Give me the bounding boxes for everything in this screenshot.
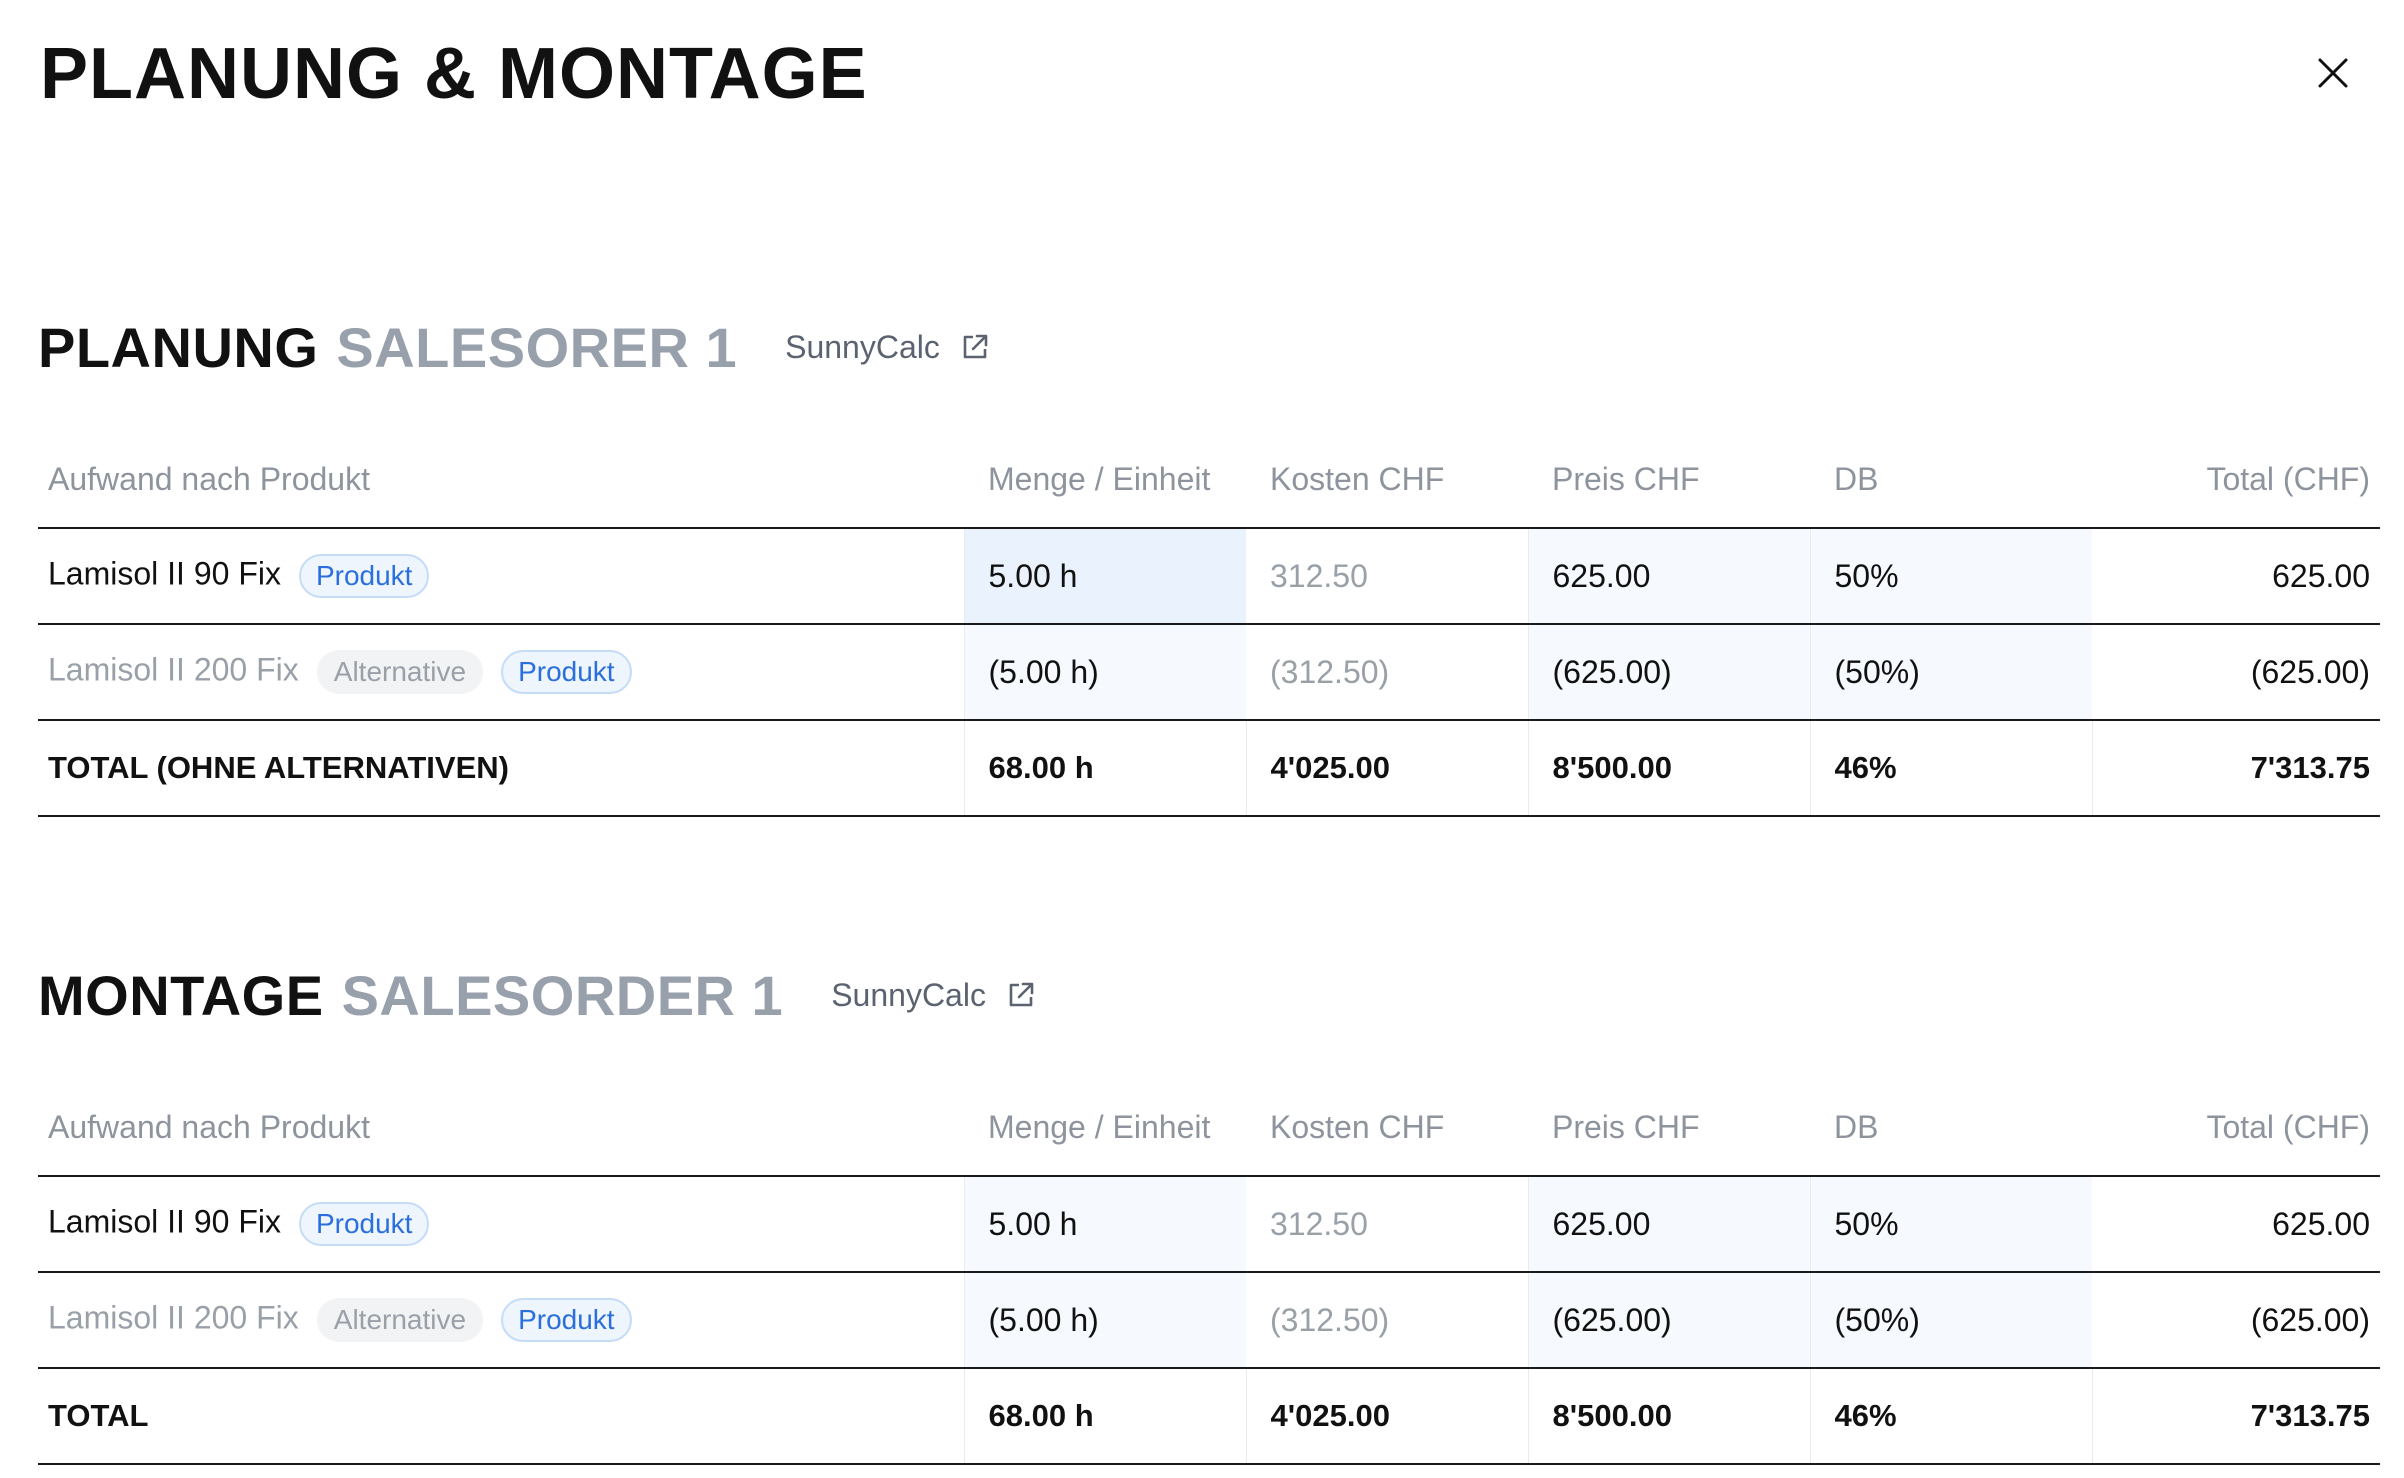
close-button[interactable] xyxy=(2308,48,2358,98)
product-name: Lamisol II 200 Fix xyxy=(48,1299,299,1336)
column-header-preis: Preis CHF xyxy=(1528,432,1810,528)
column-header-kosten: Kosten CHF xyxy=(1246,432,1528,528)
column-header-menge: Menge / Einheit xyxy=(964,432,1246,528)
total-cell: 625.00 xyxy=(2092,1176,2380,1272)
section-header xyxy=(38,955,2380,1035)
montage-section xyxy=(38,955,2380,1433)
total-label: TOTAL (OHNE ALTERNATIVEN) xyxy=(38,720,964,816)
total-preis: 8'500.00 xyxy=(1528,720,1810,816)
total-cell: 625.00 xyxy=(2092,528,2380,624)
planung-table xyxy=(38,432,2380,817)
total-total: 7'313.75 xyxy=(2092,720,2380,816)
alternative-tag: Alternative xyxy=(317,1298,483,1342)
sunnycalc-link-label: SunnyCalc xyxy=(785,328,940,365)
sunnycalc-link-label: SunnyCalc xyxy=(831,976,986,1013)
planung-section xyxy=(38,307,2380,785)
kosten-cell: (312.50) xyxy=(1246,624,1528,720)
alternative-tag: Alternative xyxy=(317,650,483,694)
total-row xyxy=(38,720,2380,816)
column-header-db: DB xyxy=(1810,1080,2092,1176)
column-header-preis: Preis CHF xyxy=(1528,1080,1810,1176)
db-cell[interactable]: (50%) xyxy=(1810,1272,2092,1368)
total-cell: (625.00) xyxy=(2092,1272,2380,1368)
menge-cell[interactable]: 5.00 h xyxy=(964,528,1246,624)
table-row[interactable] xyxy=(38,624,2380,720)
column-header-product: Aufwand nach Produkt xyxy=(38,432,964,528)
preis-cell[interactable]: (625.00) xyxy=(1528,1272,1810,1368)
menge-cell[interactable]: (5.00 h) xyxy=(964,624,1246,720)
produkt-tag[interactable]: Produkt xyxy=(501,1298,632,1342)
db-cell[interactable]: (50%) xyxy=(1810,624,2092,720)
preis-cell[interactable]: (625.00) xyxy=(1528,624,1810,720)
column-header-product: Aufwand nach Produkt xyxy=(38,1080,964,1176)
total-menge: 68.00 h xyxy=(964,1368,1246,1464)
section-subtitle: SALESORDER 1 xyxy=(341,963,784,1027)
table-row[interactable] xyxy=(38,528,2380,624)
product-cell xyxy=(38,1272,964,1368)
column-header-total: Total (CHF) xyxy=(2092,1080,2380,1176)
section-title: MONTAGE xyxy=(38,963,324,1027)
product-name: Lamisol II 200 Fix xyxy=(48,651,299,688)
db-cell[interactable]: 50% xyxy=(1810,1176,2092,1272)
table-header-row xyxy=(38,1080,2380,1176)
section-subtitle: SALESORER 1 xyxy=(336,315,738,379)
total-kosten: 4'025.00 xyxy=(1246,720,1528,816)
product-cell xyxy=(38,528,964,624)
close-icon xyxy=(2318,58,2348,88)
total-cell: (625.00) xyxy=(2092,624,2380,720)
produkt-tag[interactable]: Produkt xyxy=(501,650,632,694)
total-row xyxy=(38,1368,2380,1464)
column-header-db: DB xyxy=(1810,432,2092,528)
db-cell[interactable]: 50% xyxy=(1810,528,2092,624)
preis-cell[interactable]: 625.00 xyxy=(1528,528,1810,624)
kosten-cell: 312.50 xyxy=(1246,528,1528,624)
kosten-cell: (312.50) xyxy=(1246,1272,1528,1368)
montage-table xyxy=(38,1080,2380,1465)
preis-cell[interactable]: 625.00 xyxy=(1528,1176,1810,1272)
external-link-icon xyxy=(960,332,990,362)
total-menge: 68.00 h xyxy=(964,720,1246,816)
table-header-row xyxy=(38,432,2380,528)
sunnycalc-link[interactable] xyxy=(785,329,990,366)
produkt-tag[interactable]: Produkt xyxy=(299,1202,430,1246)
kosten-cell: 312.50 xyxy=(1246,1176,1528,1272)
menge-cell[interactable]: 5.00 h xyxy=(964,1176,1246,1272)
section-header xyxy=(38,307,2380,387)
table-row[interactable] xyxy=(38,1176,2380,1272)
column-header-kosten: Kosten CHF xyxy=(1246,1080,1528,1176)
table-row[interactable] xyxy=(38,1272,2380,1368)
sunnycalc-link[interactable] xyxy=(831,977,1036,1014)
page-title: PLANUNG & MONTAGE xyxy=(40,34,868,114)
total-db: 46% xyxy=(1810,1368,2092,1464)
product-name: Lamisol II 90 Fix xyxy=(48,1203,281,1240)
column-header-menge: Menge / Einheit xyxy=(964,1080,1246,1176)
total-kosten: 4'025.00 xyxy=(1246,1368,1528,1464)
total-preis: 8'500.00 xyxy=(1528,1368,1810,1464)
menge-cell[interactable]: (5.00 h) xyxy=(964,1272,1246,1368)
produkt-tag[interactable]: Produkt xyxy=(299,554,430,598)
total-db: 46% xyxy=(1810,720,2092,816)
external-link-icon xyxy=(1006,980,1036,1010)
product-cell xyxy=(38,1176,964,1272)
product-name: Lamisol II 90 Fix xyxy=(48,555,281,592)
total-total: 7'313.75 xyxy=(2092,1368,2380,1464)
product-cell xyxy=(38,624,964,720)
total-label: TOTAL xyxy=(38,1368,964,1464)
section-title: PLANUNG xyxy=(38,315,319,379)
column-header-total: Total (CHF) xyxy=(2092,432,2380,528)
